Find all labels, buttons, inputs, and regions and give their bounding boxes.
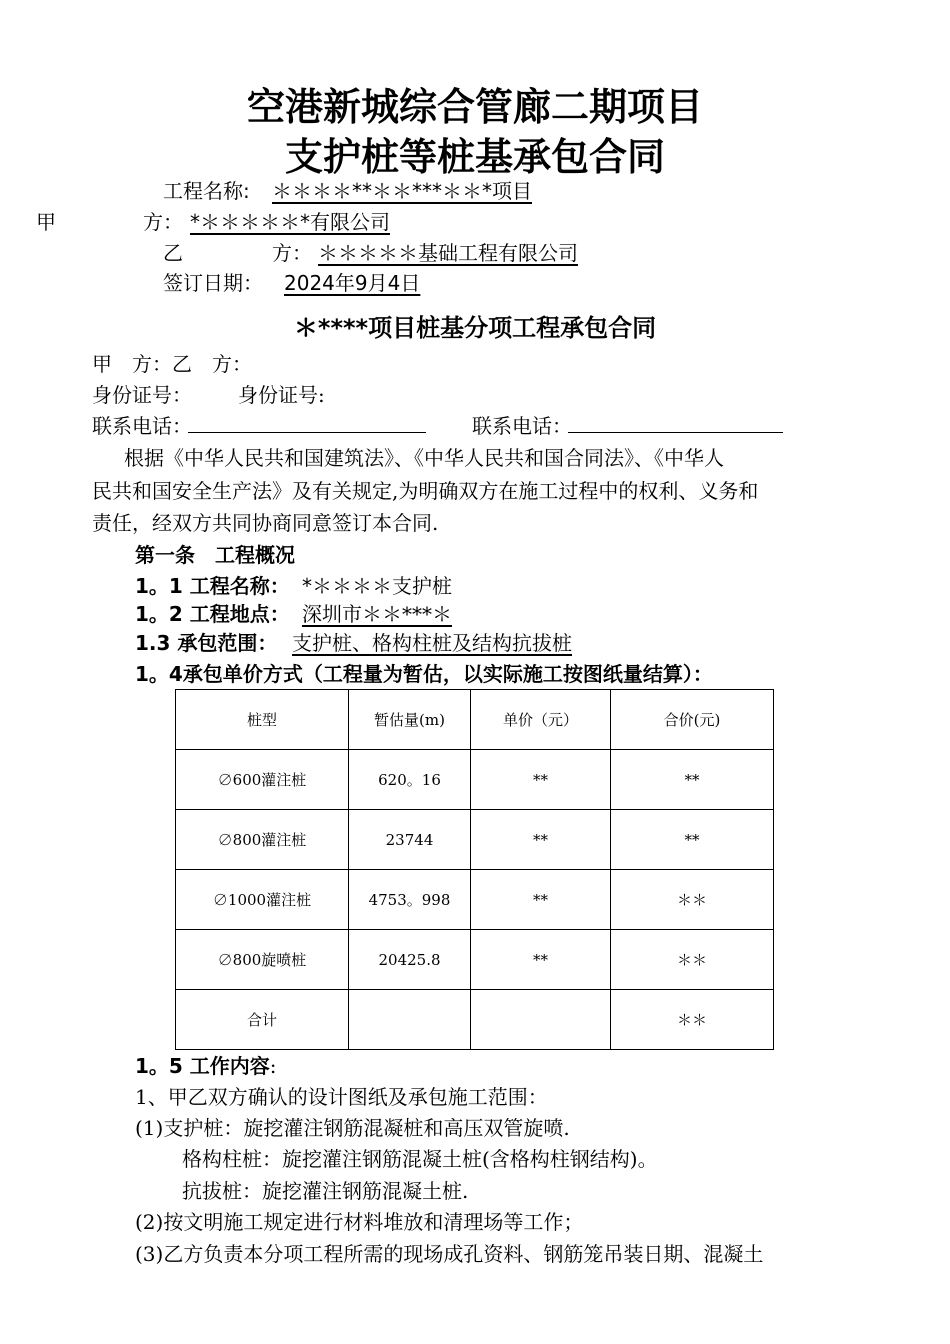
- cell-unit-price: **: [471, 930, 611, 990]
- preamble-line3: 责任，经双方共同协商同意签订本合同.: [92, 511, 439, 535]
- cell-grand-total: ＊＊: [611, 990, 774, 1050]
- cell-total-label: 合计: [176, 990, 349, 1050]
- phone-a-blank-line: [188, 432, 426, 433]
- work-line1: 1、甲乙双方确认的设计图纸及承包施工范围：: [135, 1085, 548, 1109]
- header-total-price: 合价(元): [611, 690, 774, 750]
- phone-b-blank-line: [568, 432, 783, 433]
- work-line3: 格构柱桩：旋挖灌注钢筋混凝土桩(含格构柱钢结构)。: [182, 1147, 658, 1171]
- phone-b-label: 联系电话：: [472, 414, 572, 438]
- document-title-line2: 支护桩等桩基承包合同: [284, 135, 665, 179]
- cell-total-price: **: [611, 750, 774, 810]
- cell-total-price: ＊＊: [611, 930, 774, 990]
- table-row: [176, 930, 774, 990]
- item1-label: 1。1 工程名称：: [135, 574, 290, 598]
- item1-value: *＊＊＊＊支护桩: [302, 574, 452, 598]
- cell-quantity: 20425.8: [349, 930, 471, 990]
- table-header-row: [176, 690, 774, 750]
- party-b-char: 乙: [163, 241, 183, 265]
- document-title-line1: 空港新城综合管廊二期项目: [246, 85, 703, 129]
- table-row: [176, 870, 774, 930]
- header-estimated-quantity: 暂估量(m): [349, 690, 471, 750]
- work-heading: [135, 1050, 277, 1079]
- cell-pile-type: ∅600灌注桩: [176, 750, 349, 810]
- cell-quantity: 4753。998: [349, 870, 471, 930]
- item3-label: 1.3 承包范围：: [135, 631, 278, 655]
- preamble-line1: 根据《中华人民共和国建筑法》、《中华人民共和国合同法》、《中华人: [124, 446, 724, 470]
- party-a-value: *＊＊＊＊＊*有限公司: [190, 210, 390, 234]
- cell-quantity: 23744: [349, 810, 471, 870]
- sign-date-label: 签订日期：: [163, 271, 263, 295]
- cell-total-price: ＊＊: [611, 870, 774, 930]
- pile-price-table: [175, 689, 774, 1050]
- cell-unit-price: **: [471, 870, 611, 930]
- cell-total-price: **: [611, 810, 774, 870]
- item2-label: 1。2 工程地点：: [135, 602, 290, 626]
- article1-heading: 第一条 工程概况: [135, 543, 295, 567]
- work-line4: 抗拔桩：旋挖灌注钢筋混凝土桩.: [182, 1179, 469, 1203]
- header-unit-price: 单价（元）: [471, 690, 611, 750]
- cell-unit-price: **: [471, 750, 611, 810]
- cell-pile-type: ∅1000灌注桩: [176, 870, 349, 930]
- id-number-a-label: 身份证号：: [92, 383, 192, 407]
- table-row: [176, 810, 774, 870]
- work-line6: (3)乙方负责本分项工程所需的现场成孔资料、钢筋笼吊装日期、混凝土: [135, 1242, 764, 1266]
- work-line2: (1)支护桩：旋挖灌注钢筋混凝桩和高压双管旋喷.: [135, 1116, 570, 1140]
- item4-text: 1。4承包单价方式（工程量为暂估，以实际施工按图纸量结算）：: [135, 662, 713, 686]
- cell-unit-price: **: [471, 810, 611, 870]
- cell-quantity: [349, 990, 471, 1050]
- item2-value: 深圳市＊＊***＊: [302, 602, 452, 626]
- cell-quantity: 620。16: [349, 750, 471, 810]
- parties-line: 甲 方：乙 方：: [92, 352, 252, 376]
- table-total-row: [176, 990, 774, 1050]
- item3-value: 支护桩、格构柱桩及结构抗拔桩: [292, 631, 572, 655]
- project-name-value: ＊＊＊＊**＊＊***＊＊*项目: [272, 179, 532, 203]
- party-b-value: ＊＊＊＊＊基础工程有限公司: [318, 241, 578, 265]
- party-a-char: 甲: [36, 210, 56, 234]
- cell-pile-type: ∅800旋喷桩: [176, 930, 349, 990]
- id-number-b-label: 身份证号:: [238, 383, 325, 407]
- sign-date-value: 2024年9月4日: [284, 271, 421, 295]
- project-name-label: 工程名称:: [163, 179, 250, 203]
- preamble-line2: 民共和国安全生产法》及有关规定,为明确双方在施工过程中的权利、义务和: [92, 479, 759, 503]
- header-pile-type: 桩型: [176, 690, 349, 750]
- cell-pile-type: ∅800灌注桩: [176, 810, 349, 870]
- work-heading-colon: :: [269, 1054, 277, 1078]
- cell-unit-price: [471, 990, 611, 1050]
- work-heading-label: 1。5 工作内容: [135, 1054, 270, 1078]
- party-a-label: 方：: [143, 210, 183, 234]
- phone-a-label: 联系电话：: [92, 414, 192, 438]
- work-line5: (2)按文明施工规定进行材料堆放和清理场等工作；: [135, 1210, 584, 1234]
- party-b-label: 方：: [272, 241, 312, 265]
- contract-subtitle: ＊****项目桩基分项工程承包合同: [293, 314, 657, 342]
- table-row: [176, 750, 774, 810]
